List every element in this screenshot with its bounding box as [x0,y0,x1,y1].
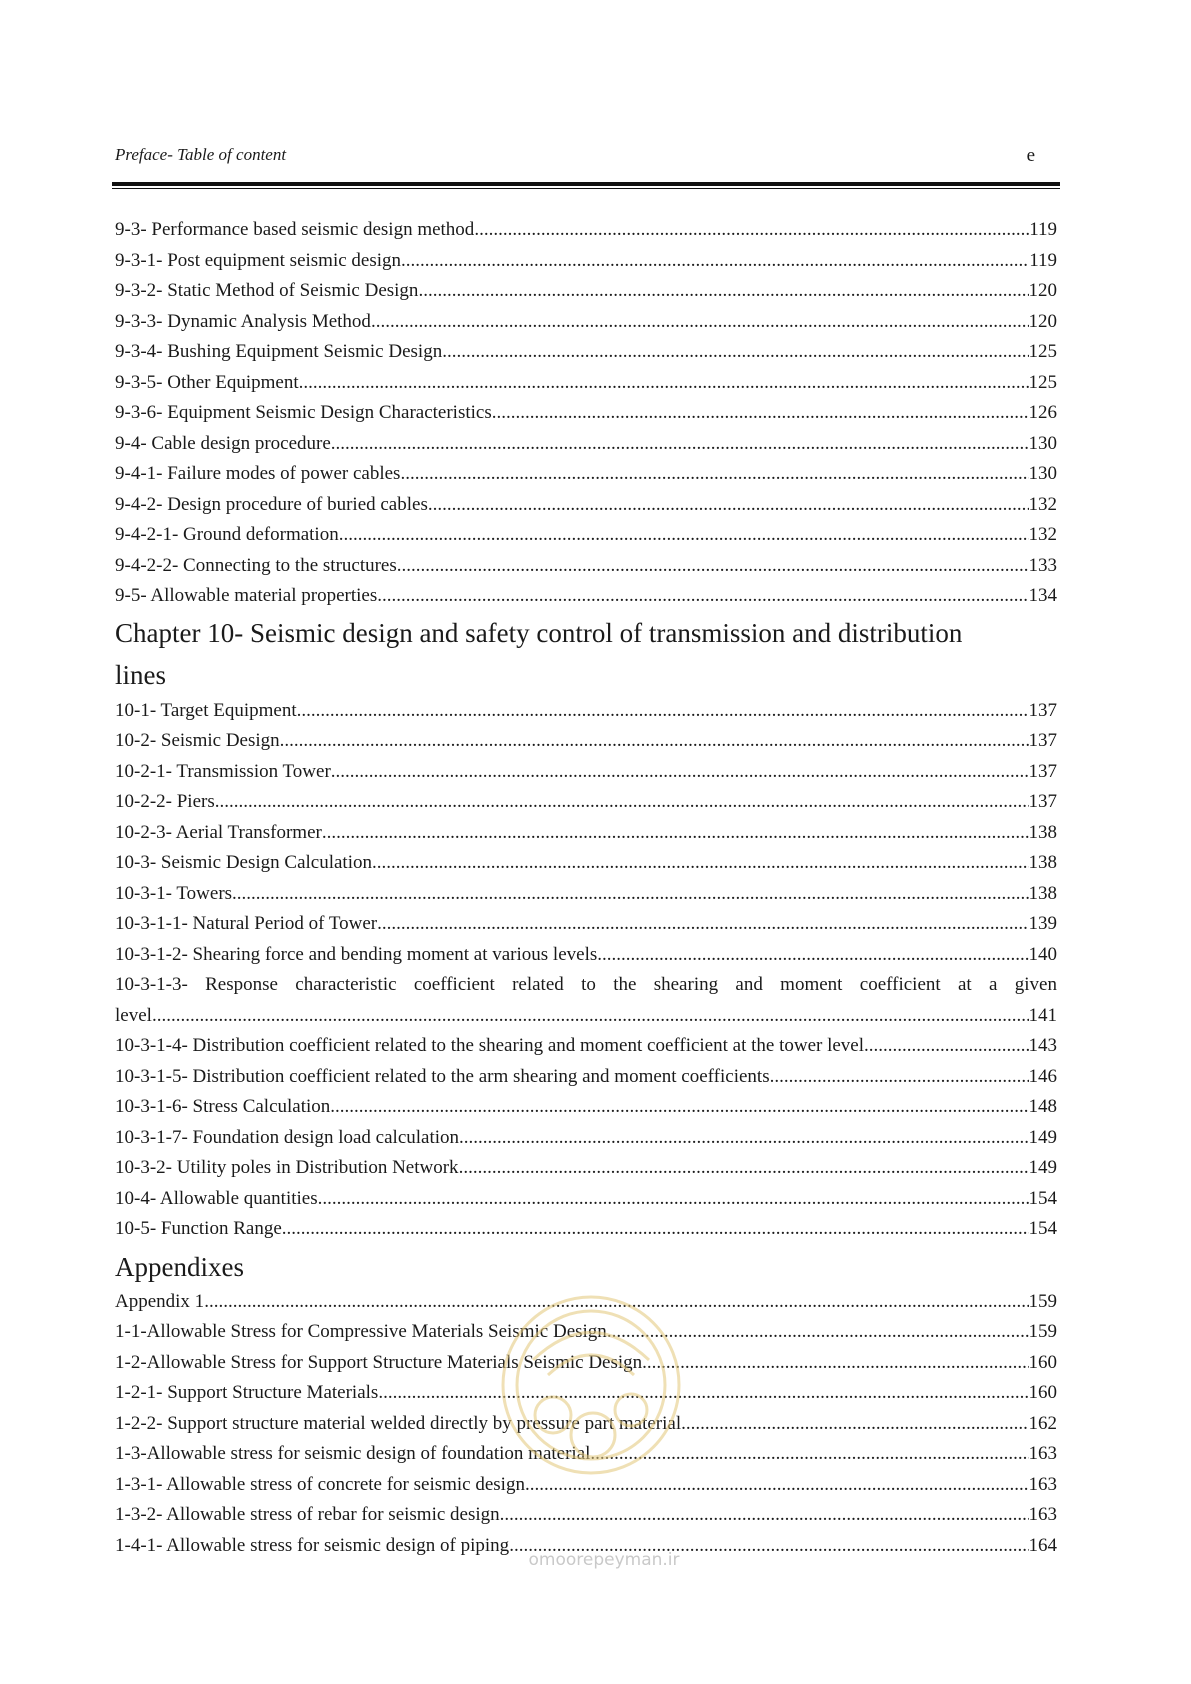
toc-entry [115,879,1057,910]
toc-entry [115,1031,1057,1062]
toc-entry [115,1439,1057,1470]
watermark-site-text: omoorepeyman.ir [528,1550,680,1570]
toc-entry-page: 162 [1028,1412,1057,1434]
chapter-heading-line: Chapter 10- Seismic design and safety control of transmission and distribution [115,617,963,648]
toc-entry-title: 1-3-Allowable stress for seismic design of foundation material [115,1443,591,1464]
toc-entry-page: 133 [1028,554,1057,576]
toc-entry-page: 149 [1028,1126,1057,1148]
chapter-heading-line: lines [115,659,166,690]
toc-entry-page: 159 [1028,1321,1057,1342]
toc-leader-dots [642,1348,1028,1379]
toc-entry [115,757,1057,788]
toc-entry [115,940,1057,971]
toc-leader-dots [318,1184,1029,1215]
toc-entry [115,1287,1057,1318]
toc-entry-page: 137 [1028,791,1057,812]
toc-entry-page: 130 [1028,463,1057,484]
toc-entry-page: 163 [1028,1443,1057,1464]
toc-entry [115,459,1057,490]
toc-entry-title: 10-3- Seismic Design Calculation [115,852,372,873]
toc-leader-dots [280,726,1029,757]
header-rule-thick [112,182,1060,186]
toc-entry [115,276,1057,307]
toc-entry-title: level [115,1004,152,1026]
toc-leader-dots [378,1378,1028,1409]
toc-entry [115,696,1057,727]
toc-leader-dots [297,696,1029,727]
toc-entry-title: 9-3-3- Dynamic Analysis Method [115,310,371,332]
toc-entry [115,398,1057,429]
toc-entry [115,818,1057,849]
toc-entry-page: 119 [1029,219,1057,240]
toc-entry-title: 1-2-1- Support Structure Materials [115,1382,379,1403]
toc-entry-title: 9-3- Performance based seismic design method [115,219,475,240]
toc-entry-title: 10-3-1-1- Natural Period of Tower [115,913,378,934]
toc-entry-wrapped-line: 10-3-1-3- Response characteristic coefficient related to the shearing and moment coefficient at a given [115,974,1057,995]
toc-entry-title: 10-2-3- Aerial Transformer [115,821,322,843]
toc-leader-dots [331,757,1029,788]
toc-entry-title: 9-4-2- Design procedure of buried cables [115,493,428,515]
toc-entry [115,1409,1057,1440]
toc-leader-dots [371,307,1029,338]
toc-entry-title: 1-2-Allowable Stress for Support Structure Materials Seismic Design [115,1351,643,1373]
toc-leader-dots [282,1214,1029,1245]
toc-entry [115,1214,1057,1245]
toc-entry-title: 10-2- Seismic Design [115,730,280,751]
toc-entry [115,1153,1057,1184]
toc-entry [115,1348,1057,1379]
toc-leader-dots [442,337,1028,368]
toc-entry [115,490,1057,521]
toc-entry-title: 1-2-2- Support structure material welded directly by pressure part material [115,1412,682,1434]
toc-entry-page: 141 [1028,1004,1057,1026]
toc-leader-dots [330,1092,1028,1123]
toc-entry-page: 149 [1028,1157,1057,1178]
toc-leader-dots [770,1062,1029,1093]
toc-entry-title: 9-3-4- Bushing Equipment Seismic Design [115,341,443,362]
toc-entry-title: 9-3-2- Static Method of Seismic Design [115,280,419,301]
toc-entry [115,307,1057,338]
toc-entry-page: 163 [1028,1473,1057,1495]
toc-entry-page: 163 [1028,1504,1057,1525]
table-of-contents [115,215,1057,1561]
toc-entry-page: 146 [1028,1065,1057,1087]
toc-entry-page: 164 [1028,1534,1057,1556]
toc-entry [115,246,1057,277]
toc-entry-title: 1-3-2- Allowable stress of rebar for seismic design [115,1504,500,1525]
toc-entry-page: 143 [1028,1035,1057,1056]
toc-leader-dots [492,398,1029,429]
toc-entry-page: 159 [1028,1290,1057,1312]
toc-entry-page: 137 [1028,760,1057,782]
toc-entry [115,1500,1057,1531]
toc-entry [115,1062,1057,1093]
toc-leader-dots [864,1031,1028,1062]
toc-entry-page: 139 [1028,913,1057,934]
toc-entry-title: 10-3-1-6- Stress Calculation [115,1096,331,1117]
toc-leader-dots [331,429,1029,460]
toc-entry-title: 9-3-5- Other Equipment [115,371,299,393]
toc-entry-page: 154 [1028,1218,1057,1239]
toc-entry-page: 125 [1028,371,1057,393]
toc-leader-dots [459,1153,1029,1184]
toc-entry-page: 132 [1028,493,1057,515]
toc-entry [115,1001,1057,1032]
toc-entry [115,551,1057,582]
toc-entry-title: 10-5- Function Range [115,1218,282,1239]
toc-entry-page: 138 [1028,821,1057,843]
toc-entry [115,787,1057,818]
toc-entry-title: 9-4-2-2- Connecting to the structures [115,554,397,576]
toc-entry-title: 9-4-2-1- Ground deformation [115,524,339,545]
toc-leader-dots [525,1470,1029,1501]
toc-entry-page: 148 [1028,1096,1057,1117]
toc-entry-page: 140 [1028,943,1057,965]
toc-leader-dots [204,1287,1028,1318]
toc-entry [115,1378,1057,1409]
toc-entry-title: 10-3-1- Towers [115,882,233,904]
toc-leader-dots [400,459,1028,490]
toc-entry-title: 1-1-Allowable Stress for Compressive Materials Seismic Design [115,1321,607,1342]
toc-entry-page: 138 [1028,852,1057,873]
toc-entry [115,429,1057,460]
toc-leader-dots [152,1001,1029,1032]
toc-entry-title: 10-2-1- Transmission Tower [115,760,331,782]
toc-leader-dots [597,940,1028,971]
toc-leader-dots [681,1409,1028,1440]
toc-entry-page: 137 [1028,699,1057,721]
toc-entry-page: 137 [1028,730,1057,751]
toc-entry-title: 10-3-1-7- Foundation design load calculation [115,1126,460,1148]
toc-leader-dots [322,818,1029,849]
toc-leader-dots [418,276,1028,307]
toc-entry-page: 154 [1028,1187,1057,1209]
toc-entry-page: 132 [1028,524,1057,545]
toc-leader-dots [397,551,1029,582]
toc-leader-dots [500,1500,1029,1531]
running-header-page-number: e [1026,145,1035,166]
toc-entry-page: 138 [1028,882,1057,904]
toc-entry-title: Appendix 1 [115,1290,205,1312]
toc-leader-dots [401,246,1029,277]
toc-entry [115,1092,1057,1123]
toc-entry-title: 9-5- Allowable material properties [115,585,378,606]
toc-entry-title: 10-2-2- Piers [115,791,215,812]
chapter-heading [115,612,1057,696]
appendix-heading: Appendixes [115,1251,244,1282]
toc-leader-dots [372,848,1029,879]
toc-leader-dots [377,909,1028,940]
toc-entry-title: 1-4-1- Allowable stress for seismic design of piping [115,1534,510,1556]
toc-entry-title: 10-3-1-5- Distribution coefficient related to the arm shearing and moment coefficients [115,1065,770,1087]
toc-entry-title: 9-4-1- Failure modes of power cables [115,463,401,484]
toc-entry-title: 10-4- Allowable quantities [115,1187,318,1209]
toc-leader-dots [339,520,1029,551]
toc-entry-title: 10-3-1-2- Shearing force and bending moment at various levels [115,943,598,965]
toc-entry-title: 10-3-2- Utility poles in Distribution Network [115,1157,459,1178]
toc-entry [115,520,1057,551]
toc-entry-title: 1-3-1- Allowable stress of concrete for seismic design [115,1473,525,1495]
toc-entry [115,337,1057,368]
toc-entry-title: 9-3-1- Post equipment seismic design [115,249,402,271]
toc-entry [115,1184,1057,1215]
toc-leader-dots [474,215,1029,246]
toc-leader-dots [590,1439,1028,1470]
toc-entry [115,909,1057,940]
toc-leader-dots [607,1317,1029,1348]
toc-entry-page: 126 [1028,402,1057,423]
toc-entry [115,215,1057,246]
toc-entry [115,1317,1057,1348]
toc-entry-title: 9-3-6- Equipment Seismic Design Characteristics [115,402,492,423]
header-rule-thin [112,188,1060,189]
toc-entry-page: 119 [1029,249,1057,271]
toc-leader-dots [215,787,1029,818]
toc-entry [115,1123,1057,1154]
toc-entry [115,726,1057,757]
toc-entry-page: 160 [1028,1382,1057,1403]
toc-entry [115,368,1057,399]
toc-leader-dots [428,490,1029,521]
toc-entry-page: 134 [1028,585,1057,606]
toc-entry-page: 120 [1028,310,1057,332]
toc-leader-dots [232,879,1028,910]
toc-entry [115,1470,1057,1501]
toc-entry-page: 160 [1028,1351,1057,1373]
toc-entry-title: 10-3-1-4- Distribution coefficient related to the shearing and moment coefficient at the tower level [115,1035,865,1056]
toc-leader-dots [299,368,1029,399]
toc-entry [115,581,1057,612]
running-header-title: Preface- Table of content [115,145,287,164]
toc-entry [115,848,1057,879]
toc-leader-dots [459,1123,1028,1154]
toc-entry-title: 9-4- Cable design procedure [115,432,331,454]
page-header [115,141,1049,171]
toc-leader-dots [377,581,1028,612]
toc-entry-page: 125 [1028,341,1057,362]
toc-entry-page: 120 [1028,280,1057,301]
toc-entry-page: 130 [1028,432,1057,454]
toc-entry-title: 10-1- Target Equipment [115,699,297,721]
